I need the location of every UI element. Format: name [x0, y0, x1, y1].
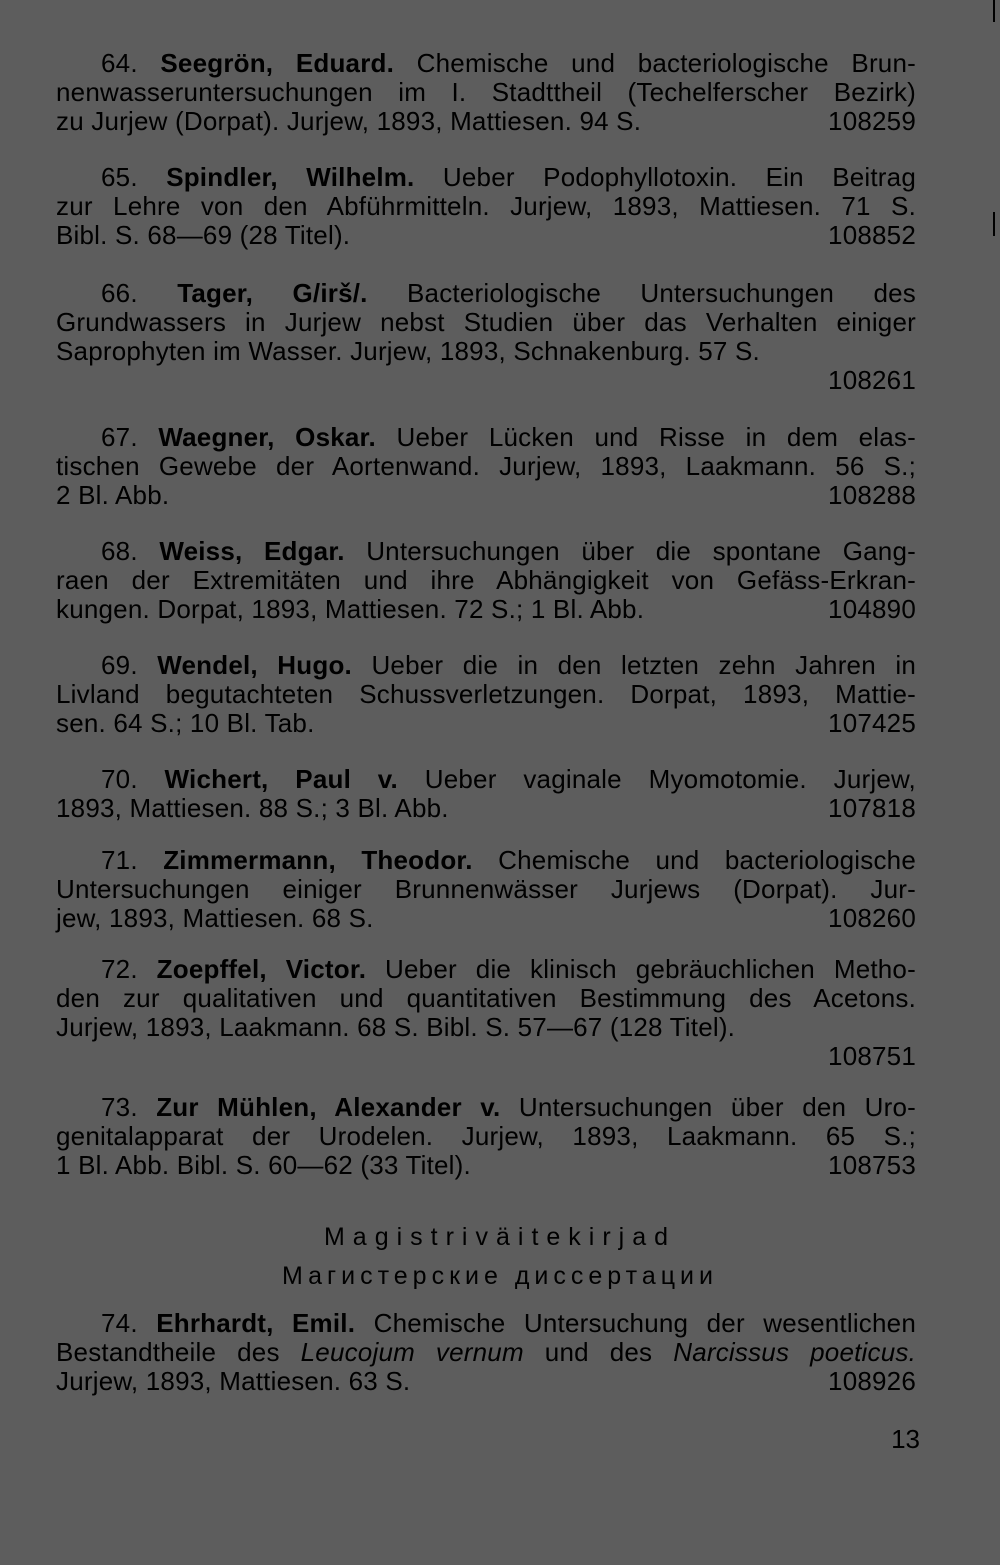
publication-info: Jurjew, 1893, Laakmann. 68 S. Bibl. S. 57—67 (128 Titel). [56, 1012, 736, 1042]
species-name: Leucojum vernum [300, 1338, 524, 1367]
entry-number: 72. [101, 955, 138, 984]
page-number: 13 [891, 1424, 920, 1454]
author-name: Waegner, Oskar. [158, 423, 376, 452]
entry-73 [56, 1093, 916, 1180]
entry-66 [56, 279, 916, 395]
title-text: Grundwassers in Jurjew nebst Studien über das Verhalten einiger [56, 308, 916, 337]
title-text: Ueber Podophyllotoxin. Ein Beitrag [442, 163, 916, 192]
author-name: Ehrhardt, Emil. [156, 1309, 356, 1338]
entry-72 [56, 955, 916, 1071]
title-text: zur Lehre von den Abführmitteln. Jurjew, 1893, Mattiesen. 71 S. [56, 192, 916, 221]
catalog-number: 108259 [828, 106, 916, 136]
publication-info: 1 Bl. Abb. Bibl. S. 60—62 (33 Titel). [56, 1150, 471, 1180]
entry-number: 64. [101, 49, 138, 78]
section-heading-russian: Магистерские диссертации [282, 1262, 718, 1290]
scan-edge-mark [993, 212, 995, 236]
entry-number: 70. [101, 765, 138, 794]
title-text: Bestandtheile des Leucojum vernum und des Narcissus poeticus. [56, 1338, 916, 1367]
catalog-number: 108926 [828, 1366, 916, 1396]
catalog-number: 108288 [828, 480, 916, 510]
author-name: Zimmermann, Theodor. [163, 846, 473, 875]
entry-number: 69. [101, 651, 138, 680]
publication-info: 1893, Mattiesen. 88 S.; 3 Bl. Abb. [56, 793, 449, 823]
title-text: Chemische Untersuchung der wesentlichen [373, 1309, 916, 1338]
title-text: genitalapparat der Urodelen. Jurjew, 1893, Laakmann. 65 S.; [56, 1122, 916, 1151]
publication-info: 2 Bl. Abb. [56, 480, 170, 510]
title-text: Chemische und bacteriologische Brun- [416, 49, 916, 78]
publication-info: Jurjew, 1893, Mattiesen. 63 S. [56, 1366, 411, 1396]
entry-69 [56, 651, 916, 738]
section-heading-estonian: Magistriväitekirjad [323, 1223, 677, 1251]
entry-65 [56, 163, 916, 250]
title-text: den zur qualitativen und quantitativen Bestimmung des Acetons. [56, 984, 916, 1013]
publication-info: Bibl. S. 68—69 (28 Titel). [56, 220, 351, 250]
catalog-number: 107425 [828, 708, 916, 738]
catalog-number: 108260 [828, 903, 916, 933]
entry-64 [56, 49, 916, 136]
catalog-number: 104890 [828, 594, 916, 624]
title-text: Livland begutachteten Schussverletzungen. Dorpat, 1893, Mattie- [56, 680, 916, 709]
entry-number: 73. [101, 1093, 138, 1122]
author-name: Tager, G/irš/. [177, 279, 368, 308]
publication-info: zu Jurjew (Dorpat). Jurjew, 1893, Mattiesen. 94 S. [56, 106, 642, 136]
title-text: Chemische und bacteriologische [498, 846, 916, 875]
species-name: Narcissus poeticus. [673, 1338, 916, 1367]
publication-info: kungen. Dorpat, 1893, Mattiesen. 72 S.; 1 Bl. Abb. [56, 594, 645, 624]
author-name: Weiss, Edgar. [159, 537, 345, 566]
title-text: nenwasseruntersuchungen im I. Stadttheil (Techelferscher Bezirk) [56, 78, 916, 107]
catalog-number: 108753 [828, 1150, 916, 1180]
title-text: raen der Extremitäten und ihre Abhängigkeit von Gefäss-Erkran- [56, 566, 916, 595]
title-text: tischen Gewebe der Aortenwand. Jurjew, 1893, Laakmann. 56 S.; [56, 452, 916, 481]
catalog-number: 108751 [828, 1041, 916, 1071]
author-name: Wichert, Paul v. [164, 765, 398, 794]
title-text: Untersuchungen einiger Brunnenwässer Jurjews (Dorpat). Jur- [56, 875, 916, 904]
title-text: Bacteriologische Untersuchungen des [407, 279, 916, 308]
author-name: Zur Mühlen, Alexander v. [156, 1093, 501, 1122]
entry-68 [56, 537, 916, 624]
publication-info: jew, 1893, Mattiesen. 68 S. [56, 903, 374, 933]
title-text: Ueber Lücken und Risse in dem elas- [396, 423, 916, 452]
entry-71 [56, 846, 916, 933]
entry-67 [56, 423, 916, 510]
catalog-number: 108852 [828, 220, 916, 250]
author-name: Seegrön, Eduard. [160, 49, 395, 78]
entry-74 [56, 1309, 916, 1396]
entry-70 [56, 765, 916, 823]
title-text: Ueber die klinisch gebräuchlichen Metho- [385, 955, 916, 984]
publication-info: Saprophyten im Wasser. Jurjew, 1893, Schnakenburg. 57 S. [56, 336, 760, 366]
entry-number: 66. [101, 279, 138, 308]
entry-number: 67. [101, 423, 138, 452]
entry-number: 65. [101, 163, 138, 192]
title-text: Untersuchungen über die spontane Gang- [366, 537, 916, 566]
author-name: Zoepffel, Victor. [156, 955, 367, 984]
publication-info: sen. 64 S.; 10 Bl. Tab. [56, 708, 315, 738]
scan-edge-mark [993, 0, 995, 22]
author-name: Spindler, Wilhelm. [166, 163, 415, 192]
title-text: Ueber die in den letzten zehn Jahren in [371, 651, 916, 680]
catalog-number: 108261 [828, 365, 916, 395]
entry-number: 71. [101, 846, 138, 875]
entry-number: 68. [101, 537, 138, 566]
title-text: Untersuchungen über den Uro- [518, 1093, 916, 1122]
entry-number: 74. [101, 1309, 138, 1338]
title-text: Ueber vaginale Myomotomie. Jurjew, [424, 765, 916, 794]
catalog-number: 107818 [828, 793, 916, 823]
author-name: Wendel, Hugo. [157, 651, 352, 680]
